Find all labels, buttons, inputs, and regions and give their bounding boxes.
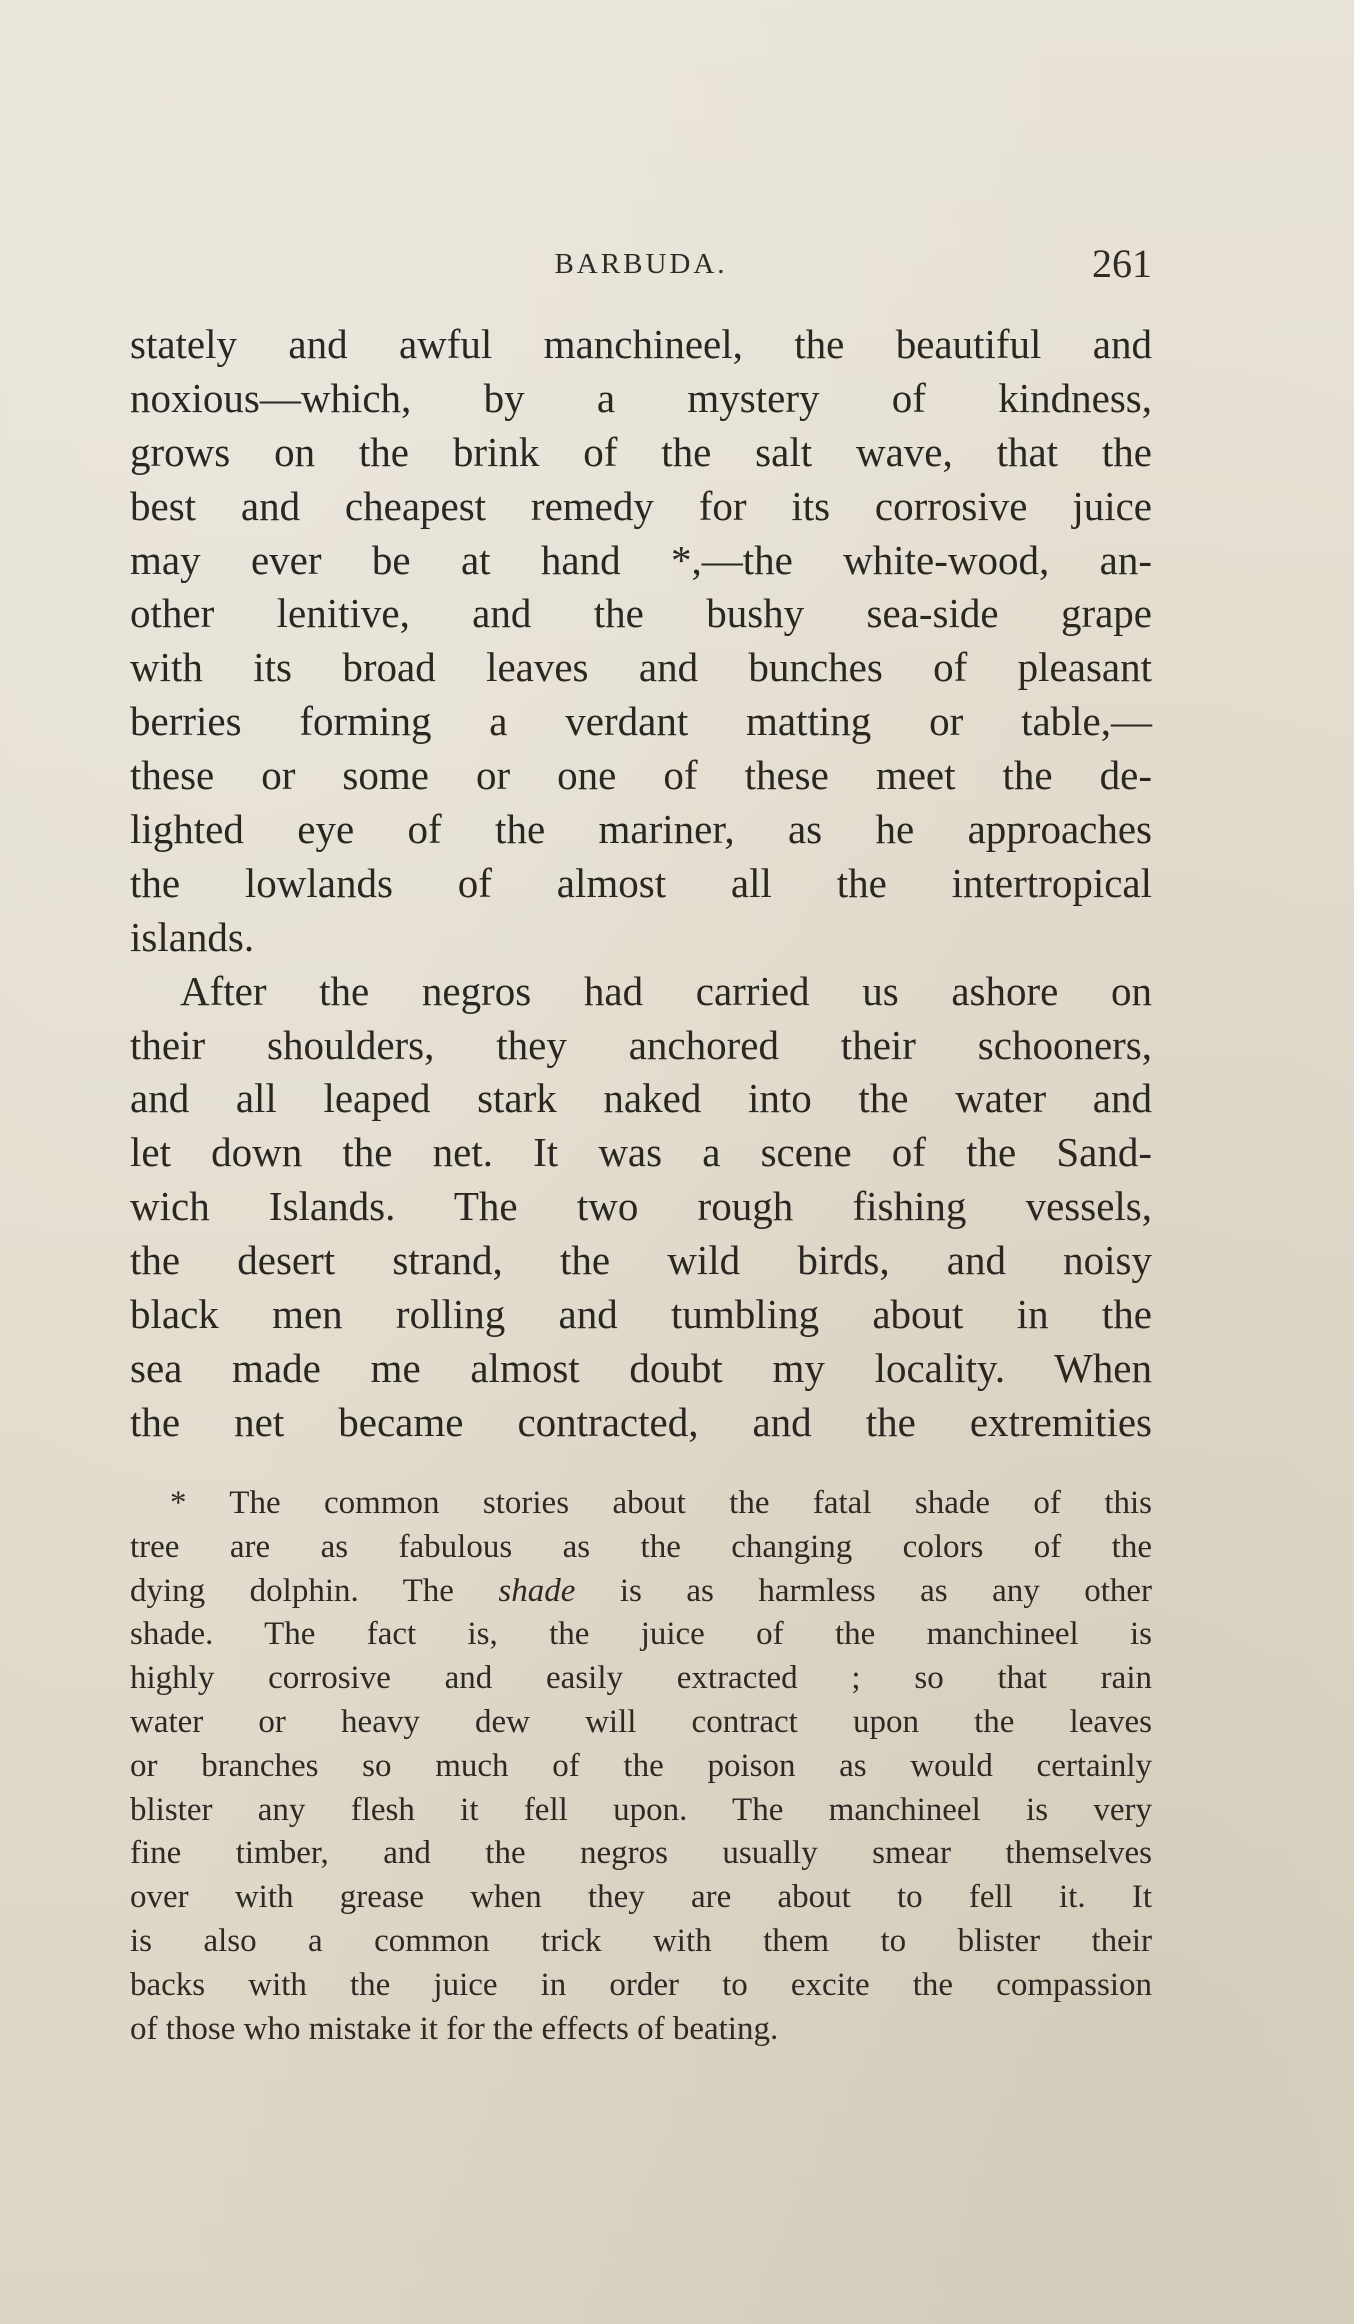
text-line: other lenitive, and the bushy sea-side grape [130,590,1152,637]
text-line: their shoulders, they anchored their schooners, [130,1021,1152,1068]
text-line: the lowlands of almost all the intertropical [130,859,1152,906]
footnote-text: dying dolphin. The [130,1572,499,1609]
text-line: islands. [130,913,255,960]
footnote-line: over with grease when they are about to fell it. It [130,1879,1152,1916]
footnote-line: highly corrosive and easily extracted ; so that rain [130,1660,1152,1697]
text-line: and all leaped stark naked into the water and [130,1075,1152,1122]
footnote-text: is as harmless as any other [575,1572,1153,1609]
text-line: let down the net. It was a scene of the Sand- [130,1129,1152,1176]
text-line: sea made me almost doubt my locality. When [130,1344,1152,1391]
text-line: these or some or one of these meet the de- [130,752,1152,799]
footnote-line: blister any flesh it fell upon. The manchineel is very [130,1791,1152,1828]
text-line: berries forming a verdant matting or table,— [130,698,1152,745]
footnote-italic-word: shade [498,1572,576,1609]
text-line: may ever be at hand *,—the white-wood, an- [130,536,1152,583]
footnote-line: shade. The fact is, the juice of the manchineel is [130,1616,1152,1653]
footnote-line: of those who mistake it for the effects of beating. [130,2010,779,2047]
text-line: with its broad leaves and bunches of pleasant [130,644,1152,691]
text-line: After the negros had carried us ashore on [180,967,1152,1014]
text-line: wich Islands. The two rough fishing vessels, [130,1183,1152,1230]
footnote-line: backs with the juice in order to excite the compassion [130,1966,1152,2003]
footnote-line: water or heavy dew will contract upon the leaves [130,1703,1152,1740]
footnote-line: fine timber, and the negros usually smear themselves [130,1835,1152,1872]
running-title: BARBUDA. [554,248,728,280]
footnote-line: or branches so much of the poison as would certainly [130,1747,1152,1784]
text-line: best and cheapest remedy for its corrosive juice [130,482,1152,529]
footnote-line: is also a common trick with them to blister their [130,1922,1152,1959]
text-line: black men rolling and tumbling about in the [130,1291,1152,1338]
footnote-line: * The common stories about the fatal shade of this [170,1485,1152,1521]
text-line: noxious—which, by a mystery of kindness, [130,374,1152,421]
footnote-line: tree are as fabulous as the changing colors of the [130,1528,1152,1565]
text-line: stately and awful manchineel, the beautiful and [130,321,1152,367]
footnote-line [130,1570,1152,1614]
body-text [130,318,1152,1450]
running-head [130,240,1152,290]
text-line: the net became contracted, and the extremities [130,1398,1152,1445]
footnote [130,1482,1152,2051]
text-line: grows on the brink of the salt wave, that the [130,428,1152,475]
text-line: the desert strand, the wild birds, and noisy [130,1237,1152,1284]
page-number: 261 [1092,241,1152,286]
text-line: lighted eye of the mariner, as he approaches [130,806,1152,853]
